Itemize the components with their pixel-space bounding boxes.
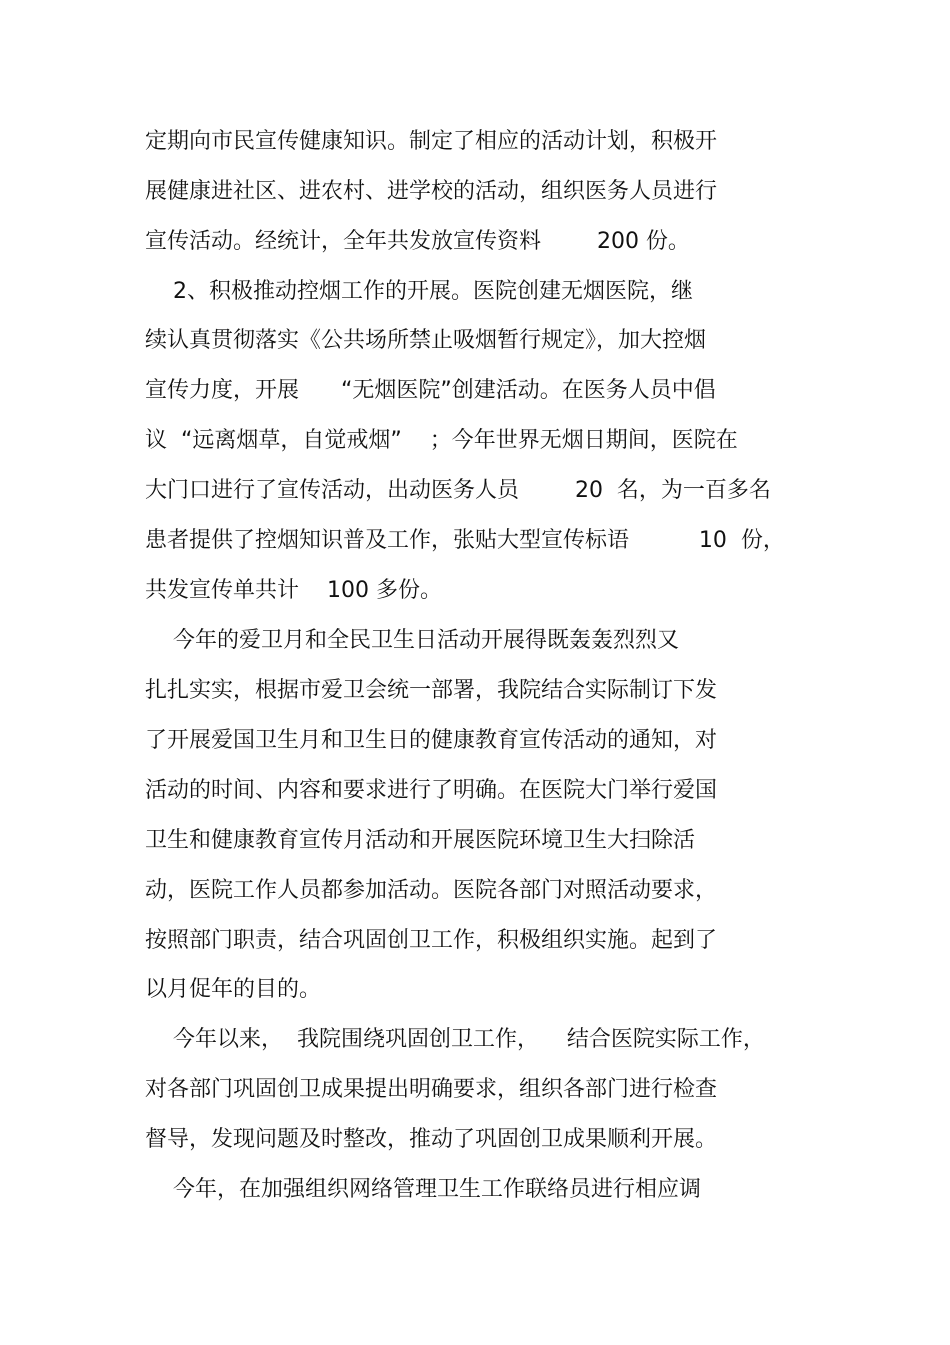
text-line: 今年的爱卫月和全民卫生日活动开展得既轰轰烈烈又: [145, 628, 679, 653]
text-line: 患者提供了控烟知识普及工作，张贴大型宣传标语 10 份，: [145, 528, 785, 553]
text-line: 宣传活动。经统计，全年共发放宣传资料 200 份。: [145, 229, 690, 254]
text-line: 动，医院工作人员都参加活动。医院各部门对照活动要求，: [145, 878, 718, 903]
text-line: 了开展爱国卫生月和卫生日的健康教育宣传活动的通知，对: [145, 728, 718, 753]
text-line: 今年，在加强组织网络管理卫生工作联络员进行相应调: [145, 1177, 701, 1202]
text-line: 共发宣传单共计 100 多份。: [145, 578, 442, 603]
text-line: 大门口进行了宣传活动，出动医务人员 20 名，为一百多名: [145, 478, 771, 503]
text-line: 以月促年的目的。: [145, 977, 322, 1002]
text-line: 督导，发现问题及时整改，推动了巩固创卫成果顺利开展。: [145, 1127, 718, 1152]
text-line: 活动的时间、内容和要求进行了明确。在医院大门举行爱国: [145, 778, 718, 803]
text-line: 展健康进社区、进农村、进学校的活动，组织医务人员进行: [145, 179, 718, 204]
text-line: 按照部门职责，结合巩固创卫工作，积极组织实施。起到了: [145, 928, 718, 953]
text-line: 对各部门巩固创卫成果提出明确要求，组织各部门进行检查: [145, 1077, 718, 1102]
text-line: 2、积极推动控烟工作的开展。医院创建无烟医院，继: [145, 279, 693, 304]
text-line: 续认真贯彻落实《公共场所禁止吸烟暂行规定》，加大控烟: [145, 328, 707, 353]
text-line: 定期向市民宣传健康知识。制定了相应的活动计划，积极开: [145, 129, 718, 154]
text-line: 议 “远离烟草，自觉戒烟” ；今年世界无烟日期间，医院在: [145, 428, 738, 453]
text-line: 扎扎实实，根据市爱卫会统一部署，我院结合实际制订下发: [145, 678, 718, 703]
text-line: 宣传力度，开展 “无烟医院”创建活动。在医务人员中倡: [145, 378, 716, 403]
text-line: 卫生和健康教育宣传月活动和开展医院环境卫生大扫除活: [145, 828, 696, 853]
text-line: 今年以来， 我院围绕巩固创卫工作， 结合医院实际工作，: [145, 1027, 765, 1052]
